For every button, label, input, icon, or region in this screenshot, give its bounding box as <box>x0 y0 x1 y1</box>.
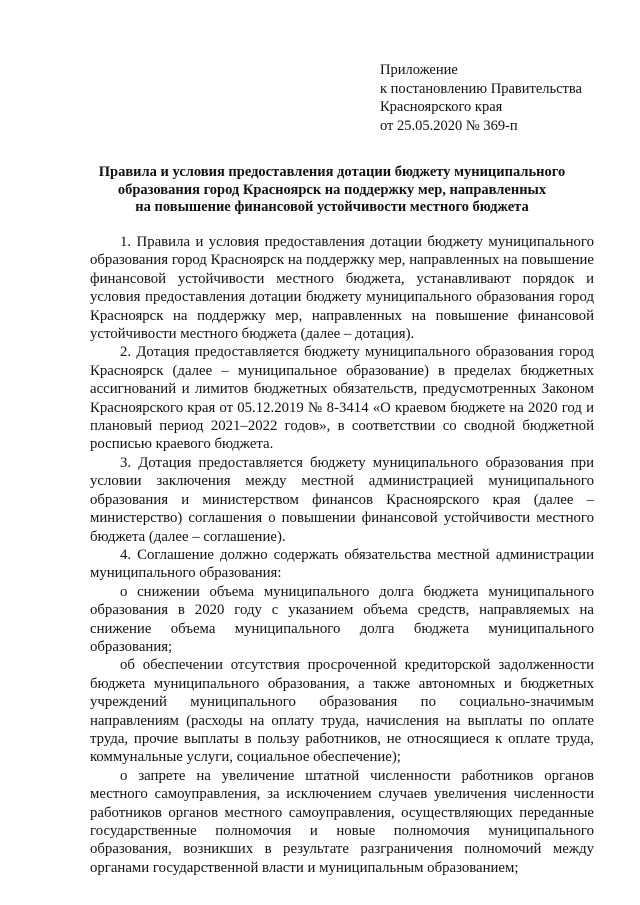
paragraph-1: 1. Правила и условия предоставления дотации бюджету муниципального образования город Красноярск на поддержку мер, направленных на повышение финансовой устойчивости местного бюджета, устанавливают порядок и условия предоставления дотации бюджету муниципального образования город Красноярск на поддержку мер, направленных на повышение финансовой устойчивости местного бюджета (далее – дотация). <box>90 234 594 343</box>
obligation-debt-reduction: о снижении объема муниципального долга бюджета муниципального образования в 2020 году с указанием объема средств, направляемых на снижение объема муниципального долга бюджета муниципального образования; <box>90 583 594 655</box>
title-line-2: образования город Красноярск на поддержку мер, направленных <box>117 181 547 198</box>
appendix-label: Приложение <box>380 62 458 78</box>
appendix-region: Красноярского края <box>380 99 503 115</box>
title-line-3: на повышение финансовой устойчивости местного бюджета <box>135 199 529 215</box>
appendix-resolution-ref: к постановлению Правительства <box>380 80 582 97</box>
title-line-1: Правила и условия предоставления дотации бюджету муниципального <box>98 164 566 180</box>
paragraph-3: 3. Дотация предоставляется бюджету муниципального образования при условии заключения между местной администрацией муниципального образования и министерством финансов Красноярского края (далее – министерство) соглашения о повышении финансовой устойчивости местного бюджета (далее – соглашение). <box>90 454 594 545</box>
appendix-date-number: от 25.05.2020 № 369-п <box>380 117 518 134</box>
document-body <box>90 233 594 877</box>
obligation-staff-limit: о запрете на увеличение штатной численности работников органов местного самоуправления, за исключением случаев увеличения численности работников органов местного самоуправления, осуществляющих переданные государственные полномочия и новые полномочия муниципального образования, возникших в результате разграничения полномочий между органами государственной власти и муниципальным образованием; <box>90 767 594 876</box>
paragraph-2: 2. Дотация предоставляется бюджету муниципального образования город Красноярск (далее – муниципальное образование) в пределах бюджетных ассигнований и лимитов бюджетных обязательств, предусмотренных Законом Красноярского края от 05.12.2019 № 8-3414 «О краевом бюджете на 2020 год и плановый период 2021–2022 годов», в соответствии со сводной бюджетной росписью краевого бюджета. <box>90 344 594 453</box>
document-title <box>70 164 594 217</box>
appendix-header <box>380 61 582 135</box>
paragraph-4: 4. Соглашение должно содержать обязательства местной администрации муниципального образования: <box>90 546 594 582</box>
obligation-no-overdue-payables: об обеспечении отсутствия просроченной кредиторской задолженности бюджета муниципального образования, а также автономных и бюджетных учреждений муниципального образования по социально-значимым направлениям (расходы на оплату труда, начисления на выплаты по оплате труда, прочие выплаты в пользу работников, не относящиеся к оплате труда, коммунальные услуги, социальное обеспечение); <box>90 657 594 766</box>
